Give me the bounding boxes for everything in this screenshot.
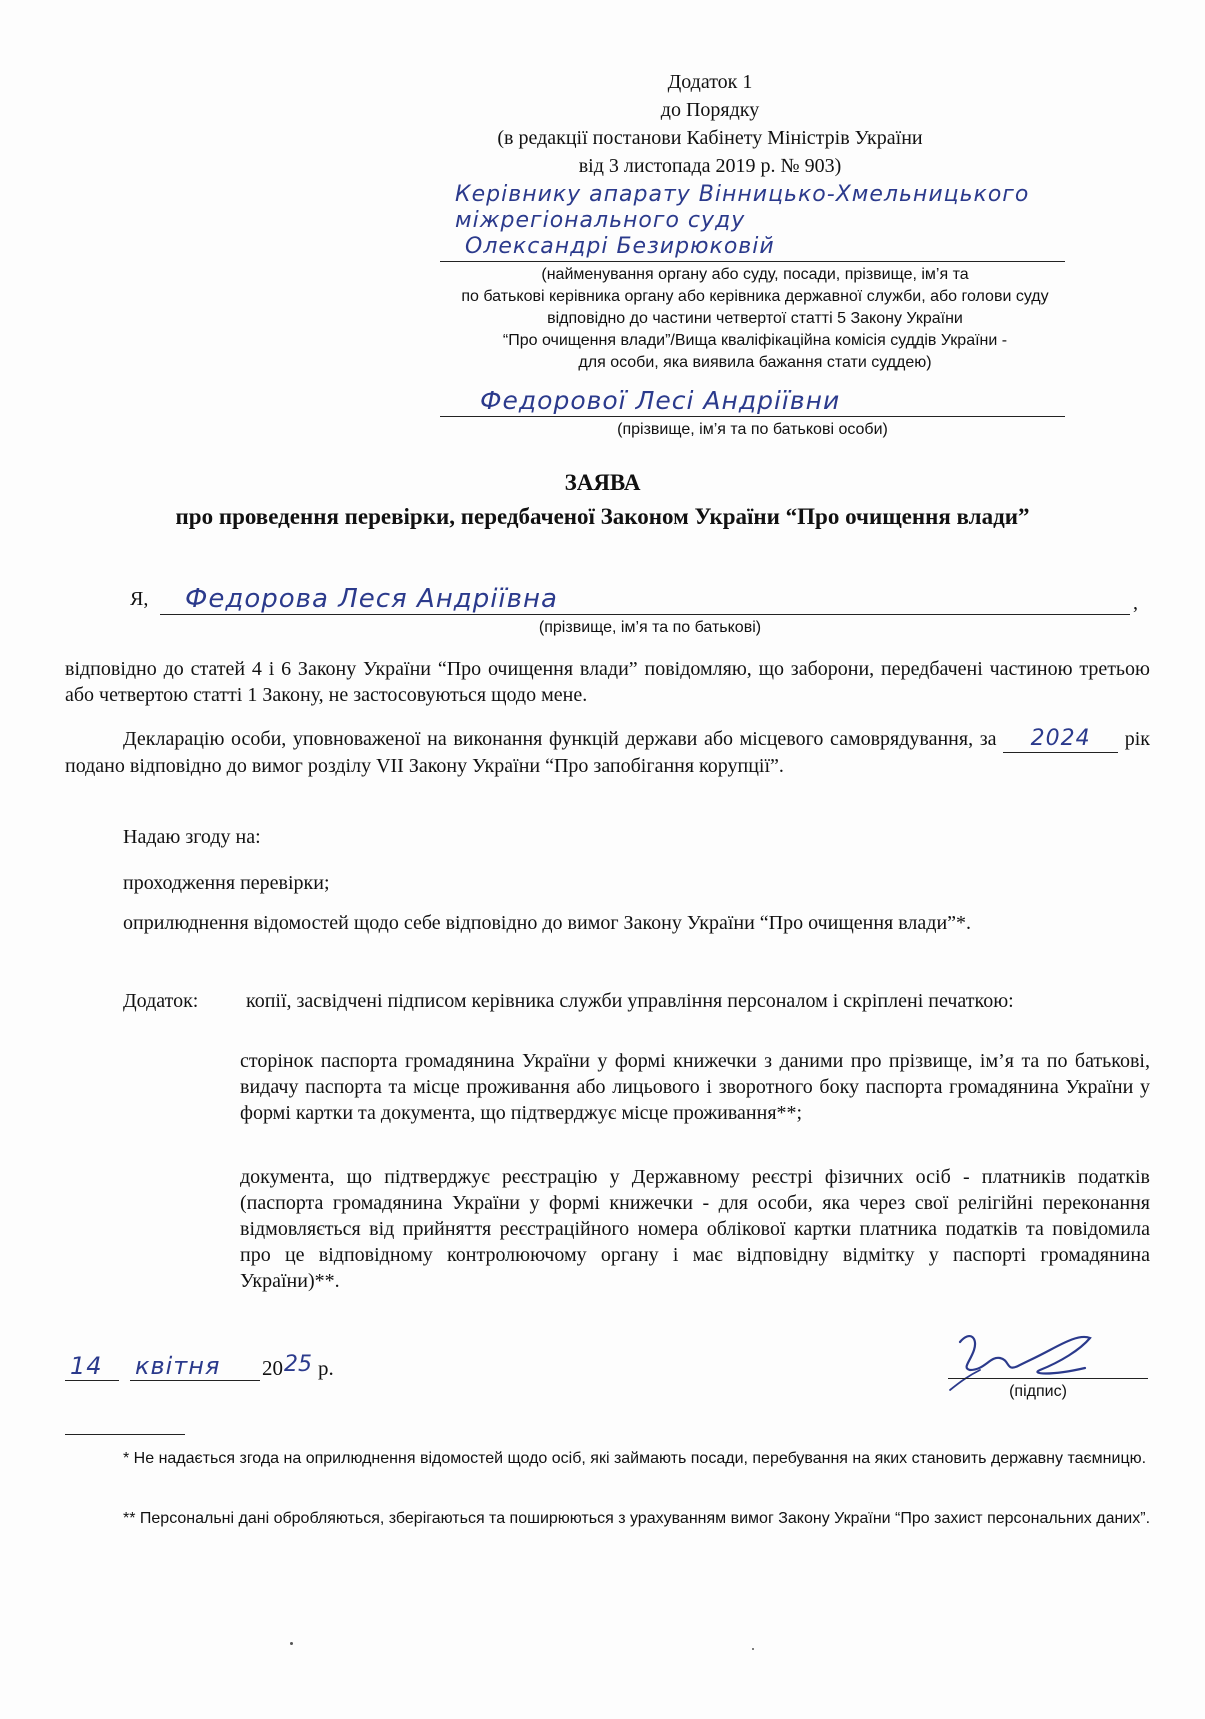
date-day-underline [65, 1380, 119, 1381]
attachment-label: Додаток: [123, 990, 199, 1012]
applicant-underline [440, 416, 1065, 417]
recipient-caption-4: “Про очищення влади”/Вища кваліфікаційна комісія суддів України - [502, 332, 1008, 349]
attachment-item-2: документа, що підтверджує реєстрацію у Державному реєстрі фізичних осіб - платників податків (паспорта громадянина України у формі книжечки - для особи, яка через свої релігійні переконання відмовляється від прийняття реєстраційного номера облікової картки платника податків та повідомила про це відповідному контролюючому органу і має відповідну відмітку у паспорті громадянина України)**. [240, 1166, 1150, 1292]
signature-underline [948, 1378, 1148, 1379]
date-year-mark: р. [318, 1356, 334, 1380]
annex-number: Додаток 1 [667, 71, 753, 93]
document-title: ЗАЯВА [564, 470, 641, 495]
recipient-caption-1: (найменування органу або суду, посади, прізвище, ім’я та [541, 266, 969, 283]
footnote-2: ** Персональні дані обробляються, зберігаються та поширюються з урахуванням вимог Закону України “Про захист персональних даних”. [123, 1510, 1151, 1527]
scan-speck [290, 1642, 293, 1645]
footnote-1: * Не надається згода на оприлюднення відомостей щодо осіб, які займають посади, перебування на яких становить державну таємницю. [123, 1450, 1147, 1467]
statement-handwritten-name: Федорова Леся Андріївна [185, 584, 558, 614]
annex-edition: (в редакції постанови Кабінету Міністрів України [497, 127, 923, 149]
date-month-underline [130, 1380, 260, 1381]
recipient-caption-5: для особи, яка виявила бажання стати суддею) [578, 354, 932, 371]
date-year-suffix: 25 [284, 1352, 312, 1377]
recipient-underline [440, 261, 1065, 262]
statement-paragraph-1: відповідно до статей 4 і 6 Закону України “Про очищення влади” повідомляю, що заборони, передбачені частиною третьою або четвертою статті 1 Закону, не застосовуються щодо мене. [65, 658, 1150, 706]
attachment-item-1: сторінок паспорта громадянина України у формі книжечки з даними про прізвище, ім’я та по батькові, видачу паспорта та місце проживання або лицьового і зворотного боку паспорта громадянина України у формі картки та документа, що підтверджує місце проживання**; [240, 1050, 1150, 1124]
signature-caption: (підпис) [1009, 1383, 1067, 1400]
annex-to-procedure: до Порядку [660, 99, 760, 121]
name-comma: , [1133, 592, 1138, 614]
consent-item-1: проходження перевірки; [123, 872, 330, 894]
declaration-year-field [1003, 726, 1118, 753]
recipient-handwritten-line-2: міжрегіонального суду [455, 208, 746, 233]
attachment-intro: копії, засвідчені підписом керівника служби управління персоналом і скріплені печаткою: [246, 990, 1014, 1012]
date-day: 14 [70, 1352, 103, 1380]
name-caption: (прізвище, ім’я та по батькові) [538, 619, 762, 636]
name-underline [160, 614, 1130, 615]
consent-intro: Надаю згоду на: [123, 826, 261, 848]
recipient-handwritten-line-3: Олександрі Безирюковій [465, 234, 775, 259]
recipient-handwritten-line-1: Керівнику апарату Вінницько-Хмельницького [455, 182, 1030, 207]
annex-date: від 3 листопада 2019 р. № 903) [578, 155, 842, 177]
scan-speck [752, 1648, 754, 1650]
date-year-prefix: 20 [262, 1356, 283, 1380]
applicant-caption: (прізвище, ім’я та по батькові особи) [617, 421, 888, 438]
consent-item-2: оприлюднення відомостей щодо себе відповідно до вимог Закону України “Про очищення влади”*. [123, 912, 972, 934]
declaration-year: 2024 [1030, 726, 1091, 751]
applicant-handwritten-name: Федорової Лесі Андріївни [480, 386, 841, 415]
document-subtitle: про проведення перевірки, передбаченої Законом України “Про очищення влади” [175, 504, 1030, 529]
footnote-separator [65, 1434, 185, 1435]
declaration-text-after: рік подано відповідно до вимог розділу VII Закону України “Про запобігання корупції”. [65, 728, 1151, 777]
i-label: Я, [130, 588, 149, 610]
date-month: квітня [135, 1352, 221, 1380]
recipient-caption-2: по батькові керівника органу або керівника державної служби, або голови суду [461, 288, 1049, 305]
declaration-text-before: Декларацію особи, уповноваженої на виконання функцій держави або місцевого самоврядування, за [123, 728, 997, 750]
declaration-paragraph [65, 726, 1150, 779]
recipient-caption-3: відповідно до частини четвертої статті 5 Закону України [547, 310, 963, 327]
